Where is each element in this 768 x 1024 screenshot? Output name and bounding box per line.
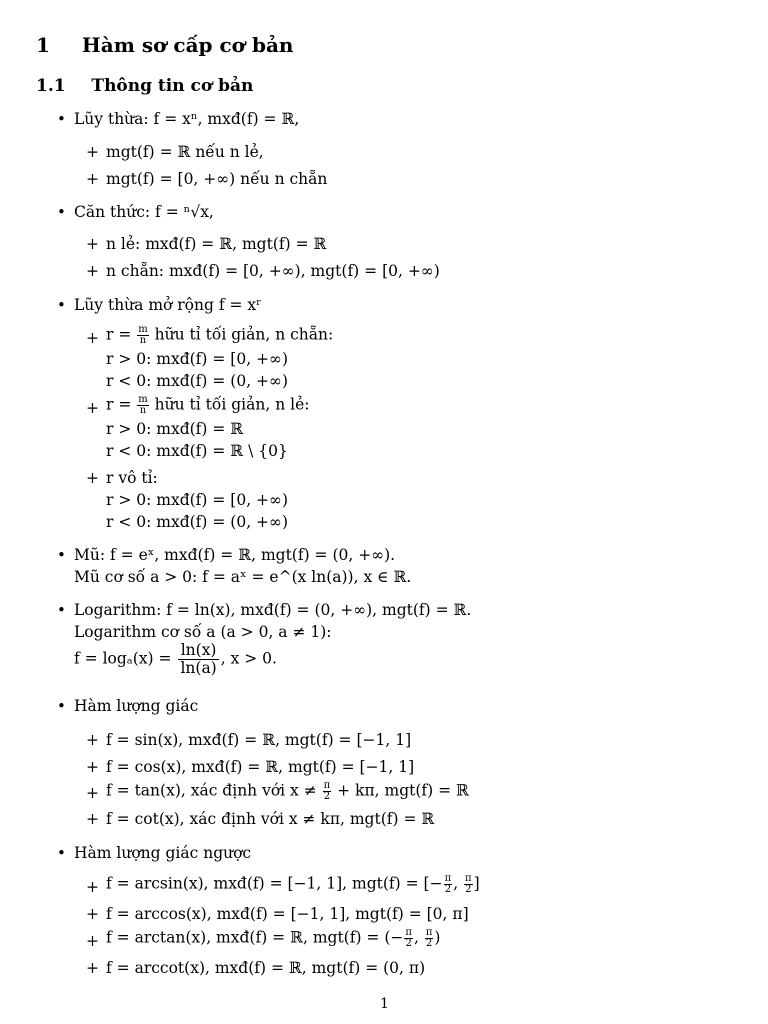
plus-marker: + <box>86 905 99 923</box>
cos-line: f = cos(x), mxđ(f) = ℝ, mgt(f) = [−1, 1] <box>106 758 415 776</box>
tan-pre: f = tan(x), xác định với x ≠ <box>106 781 322 800</box>
mu-line-2: Mũ cơ số a > 0: f = aˣ = e^(x ln(a)), x ∈ ℝ. <box>74 568 412 586</box>
plus-marker: + <box>86 235 99 253</box>
bullet: • <box>57 546 66 564</box>
bullet: • <box>57 844 66 862</box>
formula-post: , x > 0. <box>220 649 277 668</box>
tan-line <box>106 781 469 802</box>
case-rational-odd <box>106 395 309 416</box>
subsection-number: 1.1 <box>36 76 66 96</box>
luy-thua-head: Lũy thừa: f = xⁿ, mxđ(f) = ℝ, <box>74 110 300 128</box>
fraction-denominator: n <box>139 405 147 416</box>
luy-thua-sub-2: mgt(f) = [0, +∞) nếu n chẵn <box>106 170 328 188</box>
bullet: • <box>57 296 66 314</box>
case-irrational: r vô tỉ: <box>106 469 158 487</box>
section-title: Hàm sơ cấp cơ bản <box>81 33 294 57</box>
bullet: • <box>57 697 66 715</box>
logarithm-formula <box>74 642 277 677</box>
fraction-numerator: π <box>465 873 472 884</box>
arctan-line <box>106 928 440 949</box>
mu-line-1: Mũ: f = eˣ, mxđ(f) = ℝ, mgt(f) = (0, +∞). <box>74 546 396 564</box>
luong-giac-head: Hàm lượng giác <box>74 697 199 715</box>
sin-line: f = sin(x), mxđ(f) = ℝ, mgt(f) = [−1, 1] <box>106 731 412 749</box>
arctan-pre: f = arctan(x), mxđ(f) = ℝ, mgt(f) = (− <box>106 928 404 947</box>
tan-post: + kπ, mgt(f) = ℝ <box>332 781 469 800</box>
bullet: • <box>57 203 66 221</box>
fraction-denominator: 2 <box>465 884 472 895</box>
fraction-numerator: m <box>138 394 148 405</box>
luong-giac-nguoc-head: Hàm lượng giác ngược <box>74 844 252 862</box>
bullet: • <box>57 601 66 619</box>
plus-marker: + <box>86 170 99 188</box>
formula-pre: f = logₐ(x) = <box>74 649 177 668</box>
fraction-pi-2 <box>464 874 473 895</box>
fraction-denominator: 2 <box>444 884 452 895</box>
case-post: hữu tỉ tối giản, n lẻ: <box>149 395 310 414</box>
section-heading <box>36 34 293 57</box>
plus-marker: + <box>86 469 99 487</box>
arcsin-pre: f = arcsin(x), mxđ(f) = [−1, 1], mgt(f) = [− <box>106 874 443 893</box>
fraction-denominator: 2 <box>323 791 331 802</box>
plus-marker: + <box>86 810 99 828</box>
can-thuc-head: Căn thức: f = ⁿ√x, <box>74 203 214 221</box>
plus-marker: + <box>86 932 99 950</box>
fraction-numerator: π <box>444 873 452 884</box>
plus-marker: + <box>86 758 99 776</box>
plus-marker: + <box>86 143 99 161</box>
fraction-m-n <box>137 395 148 416</box>
bullet: • <box>57 110 66 128</box>
plus-marker: + <box>86 399 99 417</box>
fraction-pi-2 <box>323 781 332 802</box>
section-number: 1 <box>36 33 50 57</box>
logarithm-line-2: Logarithm cơ số a (a > 0, a ≠ 1): <box>74 623 332 641</box>
case-line: r < 0: mxđ(f) = (0, +∞) <box>106 513 289 531</box>
case-line: r > 0: mxđ(f) = [0, +∞) <box>106 350 289 368</box>
can-thuc-sub-1: n lẻ: mxđ(f) = ℝ, mgt(f) = ℝ <box>106 235 327 253</box>
fraction-pi-2 <box>404 928 413 949</box>
logarithm-line-1: Logarithm: f = ln(x), mxđ(f) = (0, +∞), mgt(f) = ℝ. <box>74 601 472 619</box>
case-line: r > 0: mxđ(f) = ℝ <box>106 420 244 438</box>
fraction-numerator: π <box>323 780 331 791</box>
fraction-denominator: 2 <box>425 938 433 949</box>
cot-line: f = cot(x), xác định với x ≠ kπ, mgt(f) = ℝ <box>106 810 435 828</box>
arctan-mid: , <box>413 928 424 947</box>
arccos-line: f = arccos(x), mxđ(f) = [−1, 1], mgt(f) = [0, π] <box>106 905 469 923</box>
arctan-post: ) <box>434 928 441 947</box>
case-post: hữu tỉ tối giản, n chẵn: <box>149 325 334 344</box>
plus-marker: + <box>86 262 99 280</box>
case-line: r > 0: mxđ(f) = [0, +∞) <box>106 491 289 509</box>
arcsin-mid: , <box>453 874 464 893</box>
arcsin-line <box>106 874 480 895</box>
case-line: r < 0: mxđ(f) = ℝ \ {0} <box>106 442 288 460</box>
plus-marker: + <box>86 731 99 749</box>
case-line: r < 0: mxđ(f) = (0, +∞) <box>106 372 289 390</box>
subsection-heading <box>36 77 253 97</box>
fraction-denominator: n <box>139 335 147 346</box>
arccot-line: f = arccot(x), mxđ(f) = ℝ, mgt(f) = (0, π) <box>106 959 426 977</box>
fraction-numerator: m <box>138 324 148 335</box>
case-pre: r = <box>106 395 137 414</box>
fraction-m-n <box>137 325 148 346</box>
fraction-denominator: 2 <box>405 938 412 949</box>
plus-marker: + <box>86 959 99 977</box>
fraction-numerator: π <box>405 927 412 938</box>
fraction-numerator: π <box>425 927 433 938</box>
case-rational-even <box>106 325 333 346</box>
fraction-denominator: ln(a) <box>180 659 217 678</box>
luy-thua-mo-rong-head: Lũy thừa mở rộng f = xʳ <box>74 296 262 314</box>
case-pre: r = <box>106 325 137 344</box>
subsection-title: Thông tin cơ bản <box>91 76 254 96</box>
fraction-ln <box>178 642 218 677</box>
plus-marker: + <box>86 329 99 347</box>
plus-marker: + <box>86 784 99 802</box>
luy-thua-sub-1: mgt(f) = ℝ nếu n lẻ, <box>106 143 264 161</box>
fraction-numerator: ln(x) <box>178 642 218 660</box>
page-number: 1 <box>380 996 389 1012</box>
plus-marker: + <box>86 878 99 896</box>
can-thuc-sub-2: n chẵn: mxđ(f) = [0, +∞), mgt(f) = [0, +∞) <box>106 262 440 280</box>
fraction-pi-2 <box>444 874 453 895</box>
fraction-pi-2 <box>425 928 434 949</box>
arcsin-post: ] <box>473 874 480 893</box>
